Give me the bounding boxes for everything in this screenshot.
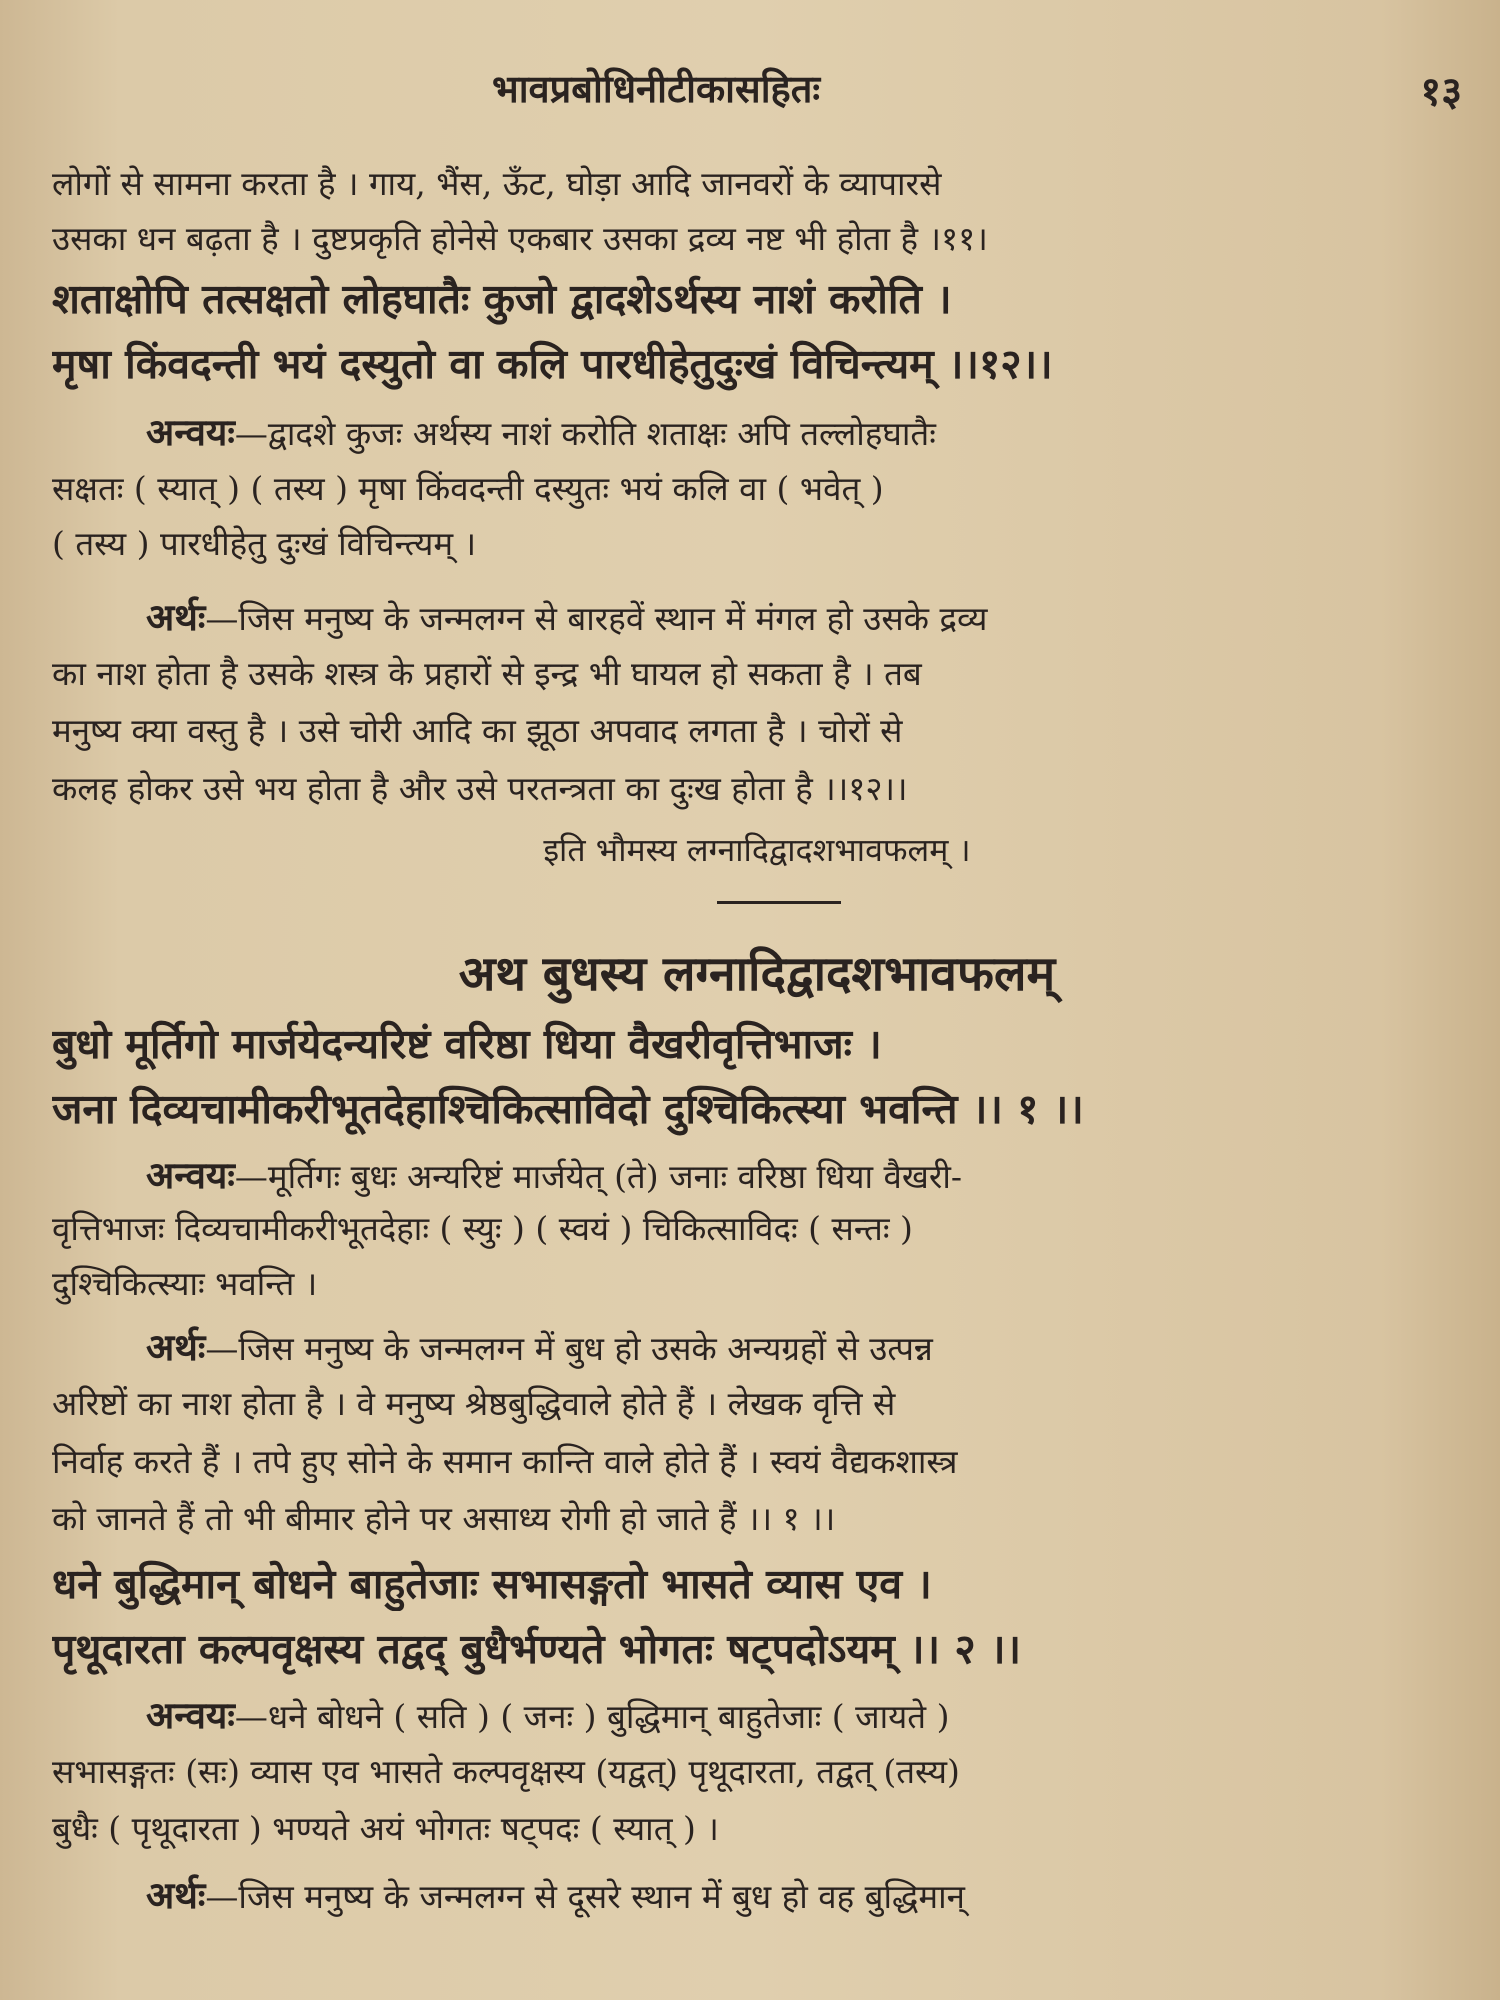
- artha-line: [52, 590, 1462, 641]
- artha-line: [52, 1868, 1462, 1919]
- artha-label: अर्थः: [146, 1325, 206, 1369]
- book-page: [52, 0, 1462, 2000]
- artha-line: [52, 1320, 1462, 1371]
- anvaya-line: [52, 1148, 1462, 1199]
- text-line: लोगों से सामना करता है । गाय, भैंस, ऊँट, घोड़ा आदि जानवरों के व्यापारसे: [52, 164, 942, 203]
- text-line: उसका धन बढ़ता है । दुष्टप्रकृति होनेसे एकबार उसका द्रव्य नष्ट भी होता है ।११।: [52, 219, 988, 258]
- verse-line: जना दिव्यचामीकरीभूतदेहाश्चिकित्साविदो दुश्चिकित्स्या भवन्ति ।। १ ।।: [52, 1085, 1084, 1133]
- colophon-line: इति भौमस्य लग्नादिद्वादशभावफलम् ।: [543, 831, 971, 869]
- artha-label: अर्थः: [146, 595, 206, 639]
- artha-text: —जिस मनुष्य के जन्मलग्न से बारहवें स्थान में मंगल हो उसके द्रव्य: [205, 599, 988, 638]
- anvaya-text: —धने बोधने ( सति ) ( जनः ) बुद्धिमान् बाहुतेजाः ( जायते ): [234, 1697, 950, 1736]
- artha-text: —जिस मनुष्य के जन्मलग्न में बुध हो उसके अन्यग्रहों से उत्पन्न: [205, 1329, 933, 1368]
- artha-label: अर्थः: [146, 1873, 206, 1917]
- text-line: का नाश होता है उसके शस्त्र के प्रहारों से इन्द्र भी घायल हो सकता है । तब: [52, 654, 922, 693]
- text-line: कलह होकर उसे भय होता है और उसे परतन्त्रता का दुःख होता है ।।१२।।: [52, 769, 908, 808]
- anvaya-line: [52, 405, 1462, 456]
- text-line: को जानते हैं तो भी बीमार होने पर असाध्य रोगी हो जाते हैं ।। १ ।।: [52, 1499, 836, 1538]
- text-line: वृत्तिभाजः दिव्यचामीकरीभूतदेहाः ( स्युः ) ( स्वयं ) चिकित्साविदः ( सन्तः ): [52, 1209, 913, 1248]
- text-line: बुधैः ( पृथूदारता ) भण्यते अयं भोगतः षट्पदः ( स्यात् ) ।: [52, 1809, 719, 1848]
- anvaya-label: अन्वयः: [146, 410, 235, 454]
- text-line: मनुष्य क्या वस्तु है । उसे चोरी आदि का झूठा अपवाद लगता है । चोरों से: [52, 711, 903, 750]
- verse-line: शताक्षोपि तत्सक्षतो लोहघातैः कुजो द्वादशेऽर्थस्य नाशं करोति ।: [52, 275, 952, 323]
- page-header: [52, 62, 1462, 122]
- anvaya-line: [52, 1688, 1462, 1739]
- page-number: १३: [1420, 68, 1462, 115]
- text-line: ( तस्य ) पारधीहेतु दुःखं विचिन्त्यम् ।: [52, 524, 477, 563]
- anvaya-text: —मूर्तिगः बुधः अन्यरिष्टं मार्जयेत् (ते) जनाः वरिष्ठा धिया वैखरी-: [234, 1157, 963, 1196]
- section-heading: अथ बुधस्य लग्नादिद्वादशभावफलम्: [458, 946, 1056, 1002]
- verse-line: बुधो मूर्तिगो मार्जयेदन्यरिष्टं वरिष्ठा धिया वैखरीवृत्तिभाजः ।: [52, 1020, 882, 1068]
- anvaya-label: अन्वयः: [146, 1693, 235, 1737]
- artha-text: —जिस मनुष्य के जन्मलग्न से दूसरे स्थान में बुध हो वह बुद्धिमान्: [205, 1877, 965, 1916]
- anvaya-text: —द्वादशे कुजः अर्थस्य नाशं करोति शताक्षः अपि तल्लोहघातैः: [234, 414, 936, 453]
- verse-line: धने बुद्धिमान् बोधने बाहुतेजाः सभासङ्गतो भासते व्यास एव ।: [52, 1560, 932, 1608]
- anvaya-label: अन्वयः: [146, 1153, 235, 1197]
- running-title: भावप्रबोधिनीटीकासहितः: [492, 66, 821, 111]
- text-line: दुश्चिकित्स्याः भवन्ति ।: [52, 1264, 318, 1303]
- section-divider: [717, 901, 841, 904]
- text-line: सभासङ्गतः (सः) व्यास एव भासते कल्पवृक्षस्य (यद्वत्) पृथूदारता, तद्वत् (तस्य): [52, 1752, 960, 1791]
- verse-line: मृषा किंवदन्ती भयं दस्युतो वा कलि पारधीहेतुदुःखं विचिन्त्यम् ।।१२।।: [52, 340, 1053, 388]
- verse-line: पृथूदारता कल्पवृक्षस्य तद्वद् बुधैर्भण्यते भोगतः षट्पदोऽयम् ।। २ ।।: [52, 1625, 1022, 1673]
- text-line: अरिष्टों का नाश होता है । वे मनुष्य श्रेष्ठबुद्धिवाले होते हैं । लेखक वृत्ति से: [52, 1384, 896, 1423]
- text-line: निर्वाह करते हैं । तपे हुए सोने के समान कान्ति वाले होते हैं । स्वयं वैद्यकशास्त्र: [52, 1442, 958, 1481]
- text-line: सक्षतः ( स्यात् ) ( तस्य ) मृषा किंवदन्ती दस्युतः भयं कलि वा ( भवेत् ): [52, 469, 884, 508]
